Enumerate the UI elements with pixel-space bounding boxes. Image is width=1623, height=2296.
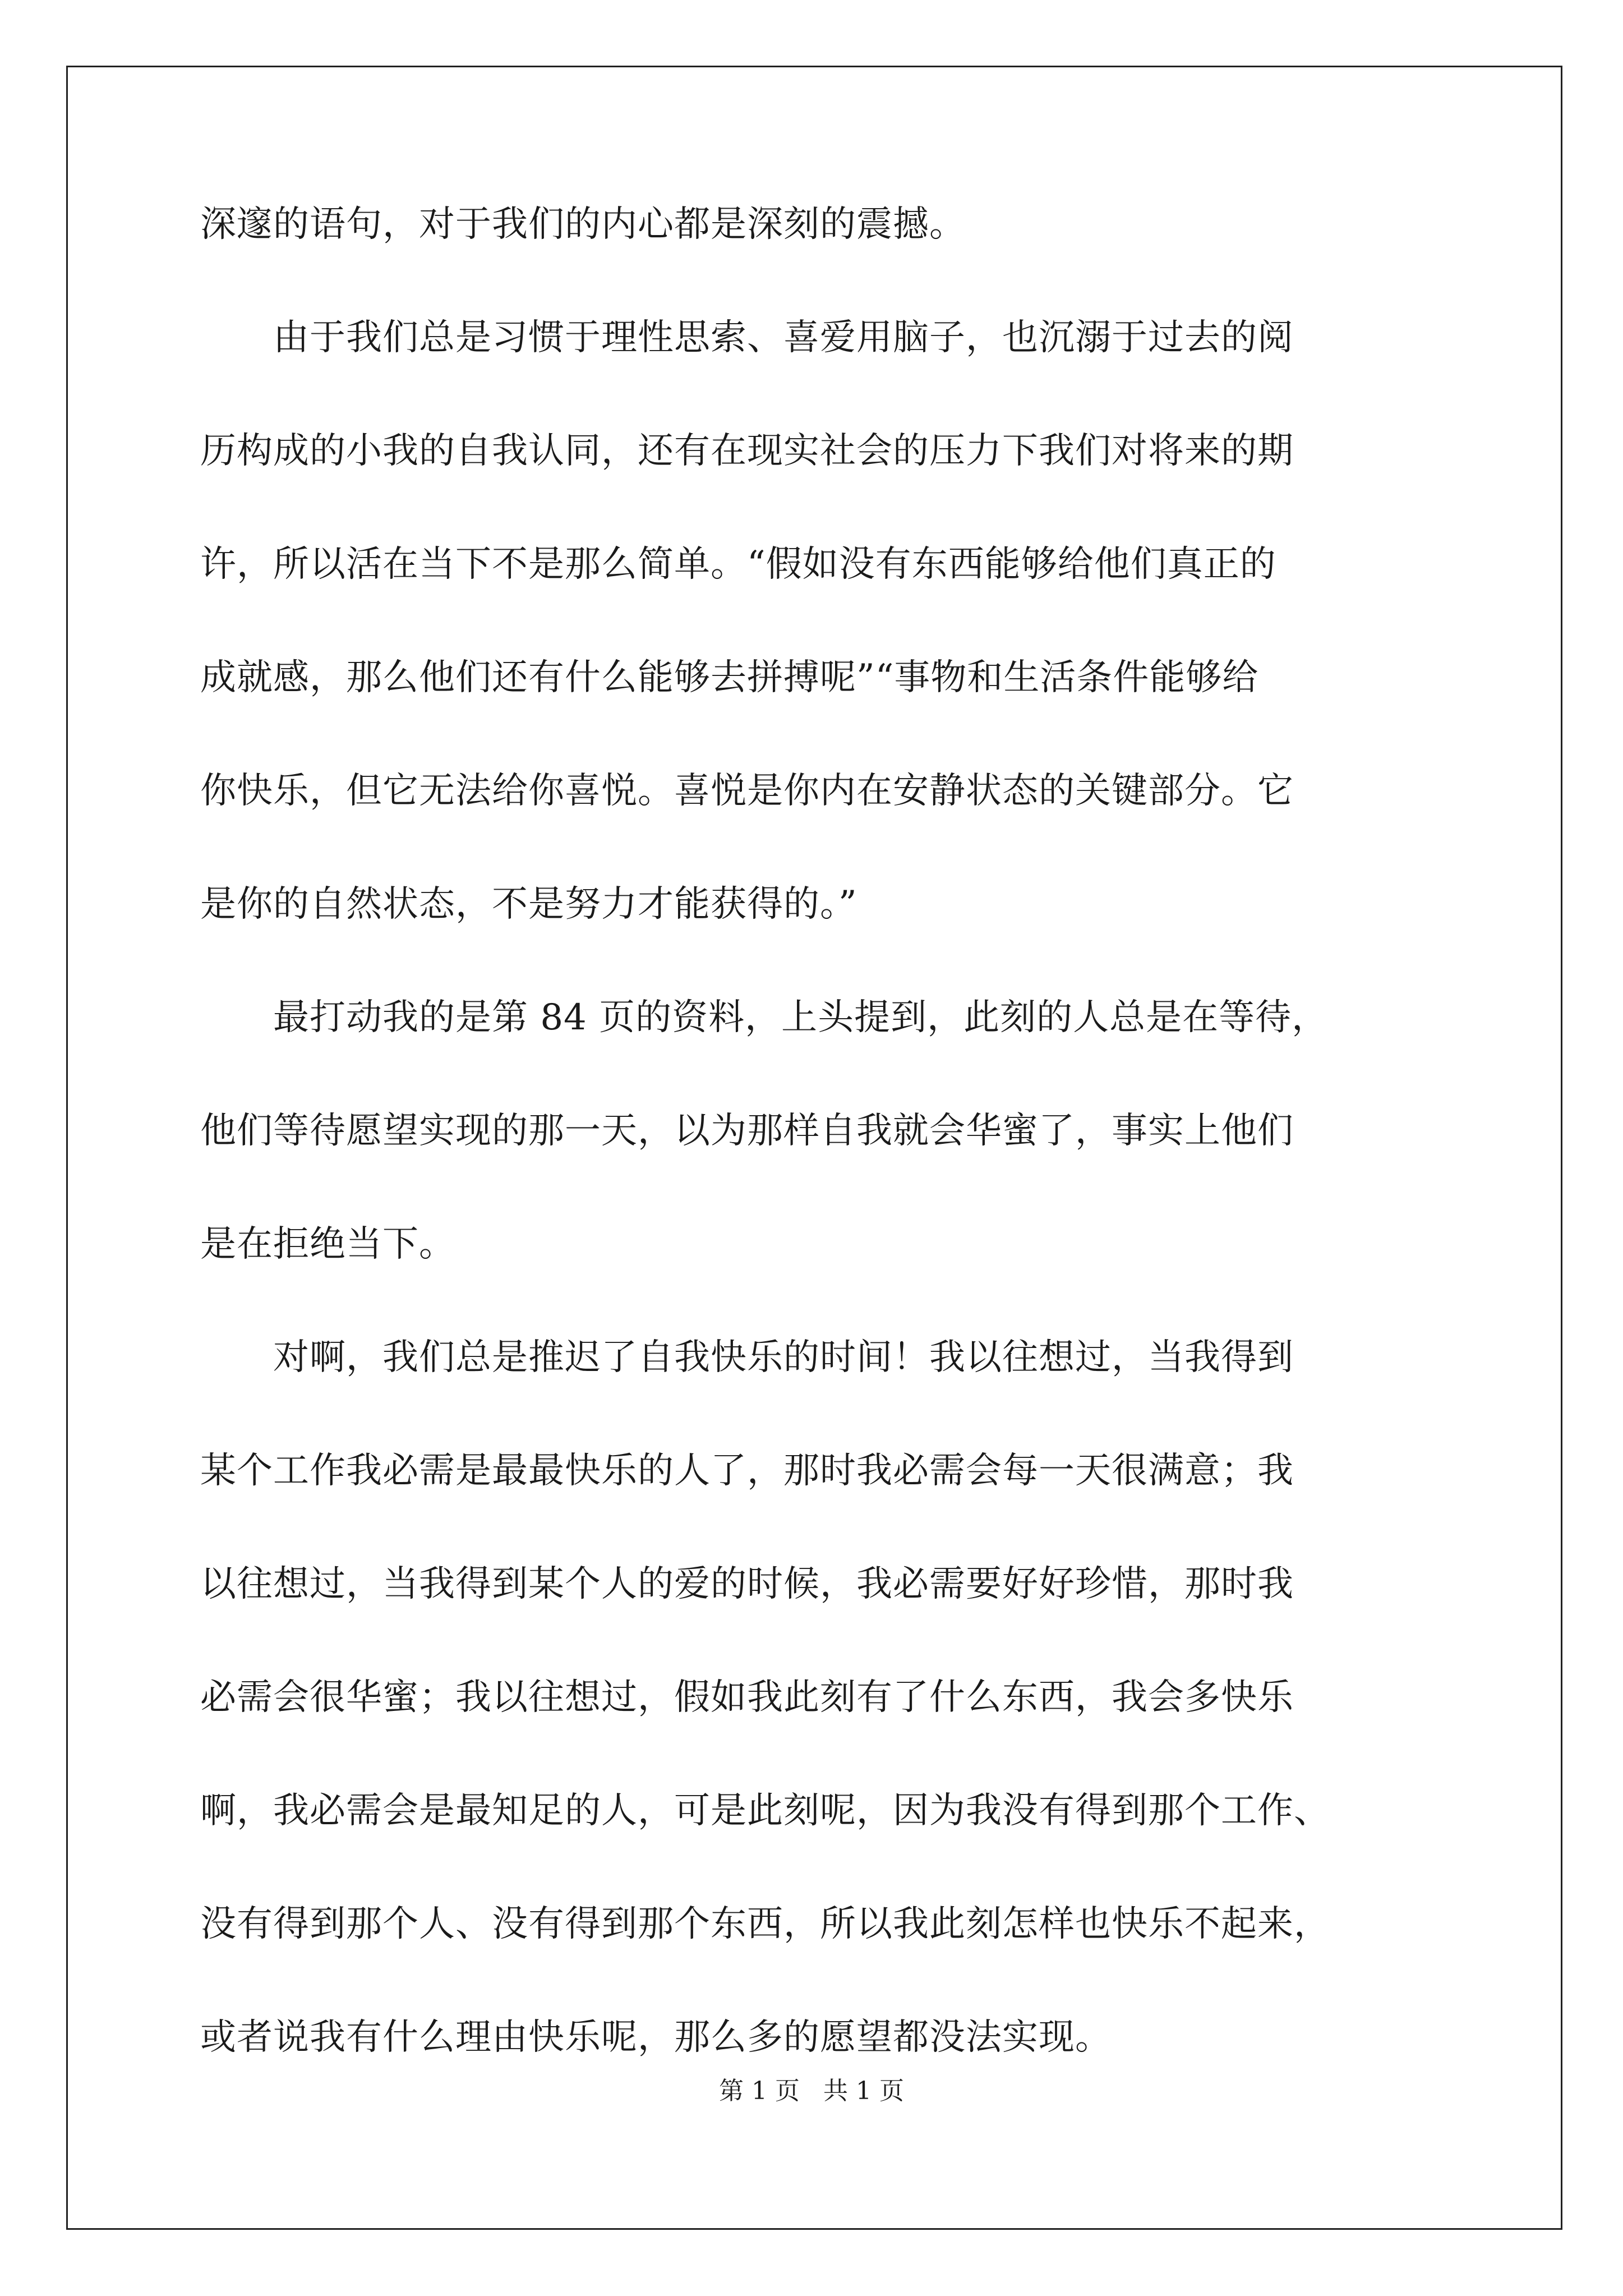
text-line: 是你的自然状态，不是努力才能获得的。” (200, 884, 857, 925)
text-line: 对啊，我们总是推迟了自我快乐的时间！我以往想过，当我得到 (200, 1337, 1294, 1378)
text-line: 成就感，那么他们还有什么能够去拼搏呢”“事物和生活条件能够给 (200, 657, 1259, 698)
text-line: 深邃的语句，对于我们的内心都是深刻的震撼。 (200, 204, 966, 245)
text-line: 必需会很华蜜；我以往想过，假如我此刻有了什么东西，我会多快乐 (200, 1677, 1294, 1718)
text-line: 是在拒绝当下。 (200, 1223, 455, 1265)
text-line: 没有得到那个人、没有得到那个东西，所以我此刻怎样也快乐不起来， (200, 1903, 1330, 1945)
text-line: 啊，我必需会是最知足的人，可是此刻呢，因为我没有得到那个工作、 (200, 1790, 1330, 1832)
page-total: 共 1 页 (823, 2077, 904, 2105)
text-line: 许，所以活在当下不是那么简单。“假如没有东西能够给他们真正的 (200, 544, 1276, 585)
text-line: 历构成的小我的自我认同，还有在现实社会的压力下我们对将来的期 (200, 430, 1294, 472)
text-line: 你快乐，但它无法给你喜悦。喜悦是你内在安静状态的关键部分。它 (200, 770, 1294, 812)
page-number: 第 1 页 (719, 2077, 800, 2105)
text-line: 以往想过，当我得到某个人的爱的时候，我必需要好好珍惜，那时我 (200, 1563, 1294, 1605)
text-line: 某个工作我必需是最最快乐的人了，那时我必需会每一天很满意；我 (200, 1450, 1294, 1492)
document-body (200, 202, 1425, 2128)
page-footer (0, 2076, 1623, 2107)
text-line: 由于我们总是习惯于理性思索、喜爱用脑子，也沉溺于过去的阅 (200, 317, 1294, 358)
text-line: 他们等待愿望实现的那一天，以为那样自我就会华蜜了，事实上他们 (200, 1110, 1294, 1152)
text-line: 或者说我有什么理由快乐呢，那么多的愿望都没法实现。 (200, 2017, 1112, 2058)
text-line: 最打动我的是第 84 页的资料，上头提到，此刻的人总是在等待， (200, 997, 1329, 1038)
